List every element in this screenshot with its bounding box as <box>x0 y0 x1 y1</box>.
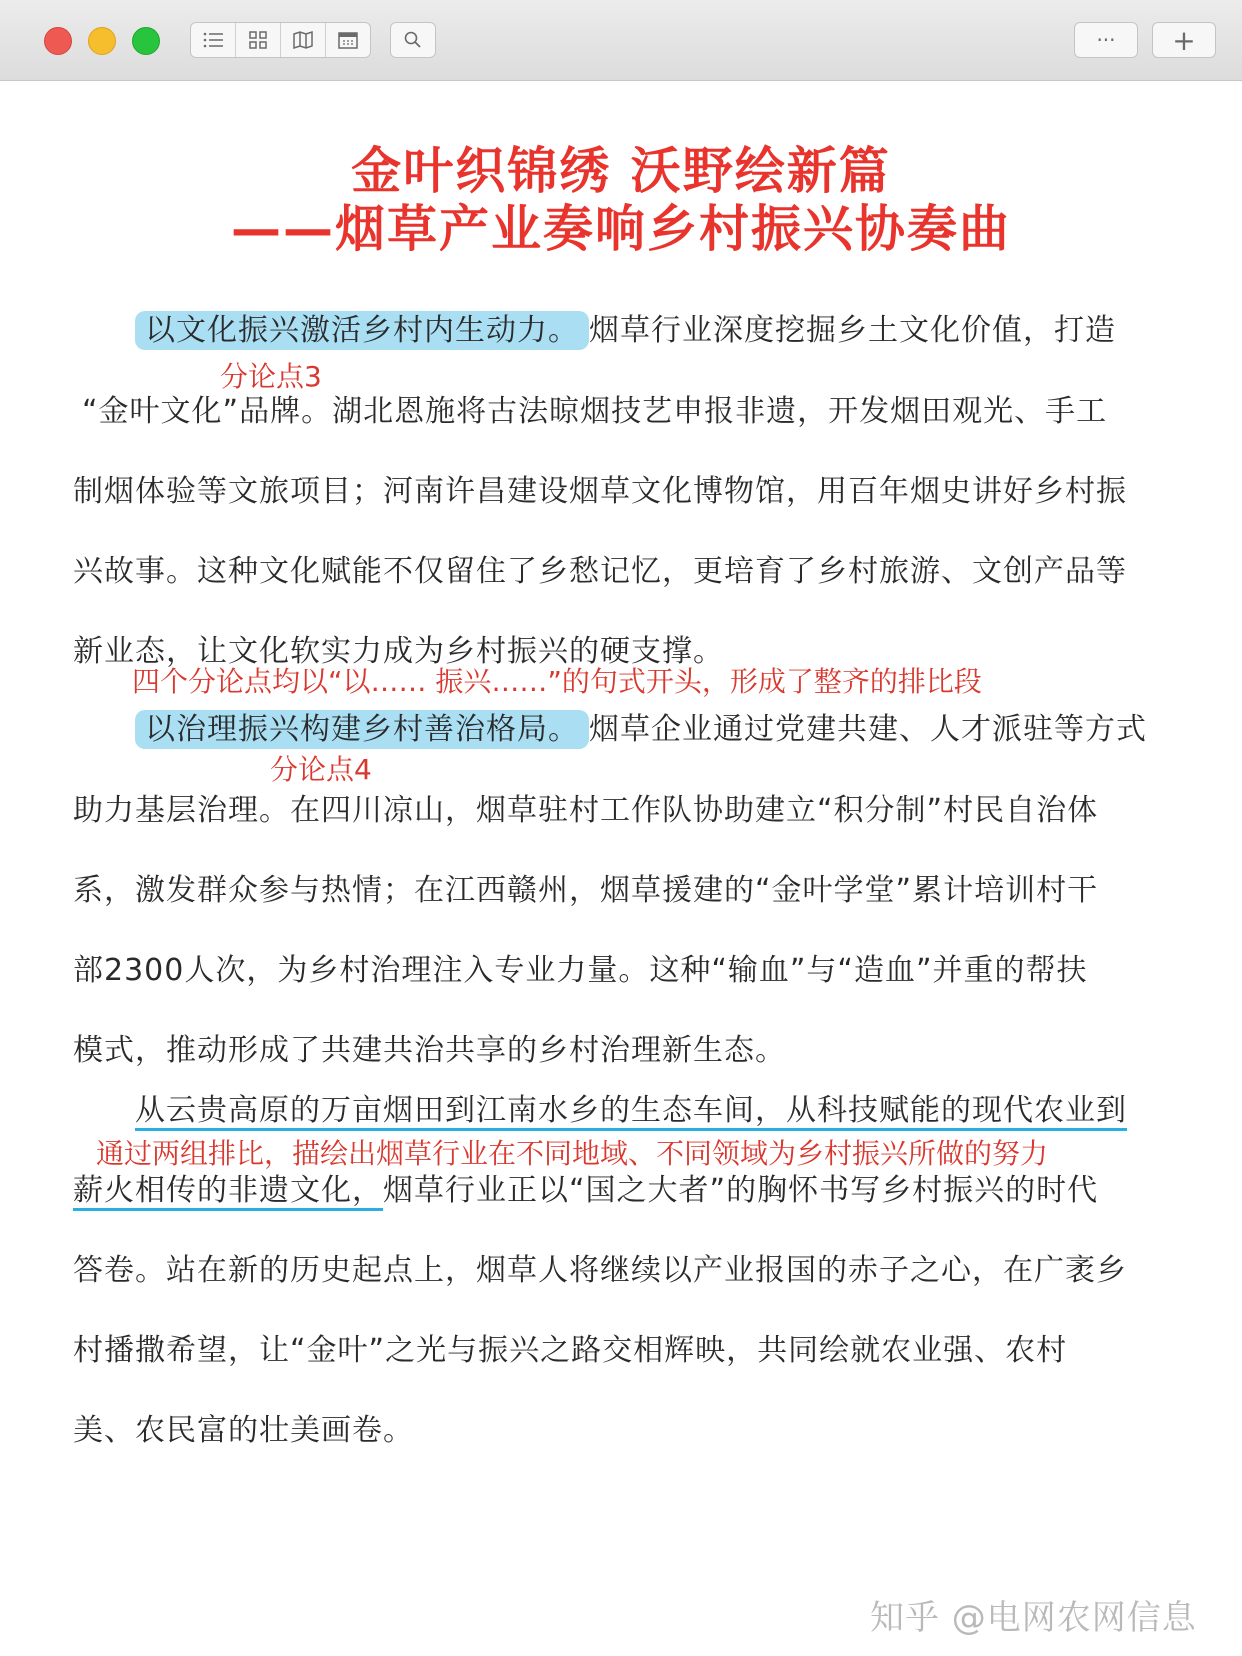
argument-highlight-governance: 以治理振兴构建乡村善治格局。 <box>135 710 589 749</box>
para2-line5: 模式，推动形成了共建共治共享的乡村治理新生态。 <box>73 1033 786 1068</box>
minimize-window-button[interactable] <box>88 27 116 55</box>
para3-line5: 美、农民富的壮美画卷。 <box>73 1413 414 1448</box>
window-titlebar <box>0 0 1242 81</box>
annotation-point4: 分论点4 <box>270 753 372 786</box>
para2-line4: 部2300人次，为乡村治理注入专业力量。这种“输血”与“造血”并重的帮扶 <box>73 953 1088 988</box>
grid-view-button[interactable] <box>236 23 281 57</box>
annotation-point3: 分论点3 <box>220 360 322 393</box>
argument-highlight-culture: 以文化振兴激活乡村内生动力。 <box>135 311 589 350</box>
calendar-view-button[interactable] <box>326 23 370 57</box>
document-content <box>0 81 1242 1656</box>
search-icon <box>403 30 423 50</box>
para1-line3: 制烟体验等文旅项目；河南许昌建设烟草文化博物馆，用百年烟史讲好乡村振 <box>73 474 1127 509</box>
list-view-button[interactable] <box>191 23 236 57</box>
search-button[interactable] <box>390 22 436 58</box>
map-view-button[interactable] <box>281 23 326 57</box>
para1-line4: 兴故事。这种文化赋能不仅留住了乡愁记忆，更培育了乡村旅游、文创产品等 <box>73 554 1127 589</box>
para2-line1 <box>135 710 1235 750</box>
annotation-two-parallels: 通过两组排比，描绘出烟草行业在不同地域、不同领域为乡村振兴所做的努力 <box>96 1137 1049 1170</box>
zhihu-watermark: 知乎 @电网农网信息 <box>870 1598 1197 1638</box>
calendar-icon <box>337 30 359 50</box>
more-options-button[interactable] <box>1074 22 1138 58</box>
para3-line1 <box>135 1091 1235 1131</box>
more-icon: ··· <box>1096 28 1116 52</box>
para1-line2: “金叶文化”品牌。湖北恩施将古法晾烟技艺申报非遗，开发烟田观光、手工 <box>82 394 1108 429</box>
para2-line3: 系，激发群众参与热情；在江西赣州，烟草援建的“金叶学堂”累计培训村干 <box>73 873 1099 908</box>
list-icon <box>202 31 224 49</box>
close-window-button[interactable] <box>44 27 72 55</box>
para2-line2: 助力基层治理。在四川凉山，烟草驻村工作队协助建立“积分制”村民自治体 <box>73 793 1099 828</box>
document-title-line2: ——烟草产业奏响乡村振兴协奏曲 <box>231 200 1011 258</box>
grid-icon <box>248 30 268 50</box>
zoom-window-button[interactable] <box>132 27 160 55</box>
map-icon <box>292 30 314 50</box>
parallel-phrase-underlined-2: 薪火相传的非遗文化， <box>73 1173 383 1208</box>
plus-icon: + <box>1172 23 1196 57</box>
para1-line1-rest: 烟草行业深度挖掘乡土文化价值，打造 <box>589 313 1116 348</box>
para2-line1-rest: 烟草企业通过党建共建、人才派驻等方式 <box>589 712 1147 747</box>
para3-line2 <box>73 1171 1173 1211</box>
view-mode-segmented-control <box>190 22 371 58</box>
para3-line4: 村播撒希望，让“金叶”之光与振兴之路交相辉映，共同绘就农业强、农村 <box>73 1333 1068 1368</box>
annotation-parallelism: 四个分论点均以“以…… 振兴……”的句式开头，形成了整齐的排比段 <box>132 665 982 698</box>
document-title-line1: 金叶织锦绣 沃野绘新篇 <box>351 142 891 200</box>
para3-line2-rest: 烟草行业正以“国之大者”的胸怀书写乡村振兴的时代 <box>383 1173 1099 1208</box>
para3-line3: 答卷。站在新的历史起点上，烟草人将继续以产业报国的赤子之心，在广袤乡 <box>73 1253 1127 1288</box>
add-button[interactable] <box>1152 22 1216 58</box>
para1-line1 <box>135 311 1235 351</box>
parallel-phrase-underlined-1: 从云贵高原的万亩烟田到江南水乡的生态车间，从科技赋能的现代农业到 <box>135 1093 1127 1128</box>
para1-line5: 新业态，让文化软实力成为乡村振兴的硬支撑。 <box>73 634 724 669</box>
